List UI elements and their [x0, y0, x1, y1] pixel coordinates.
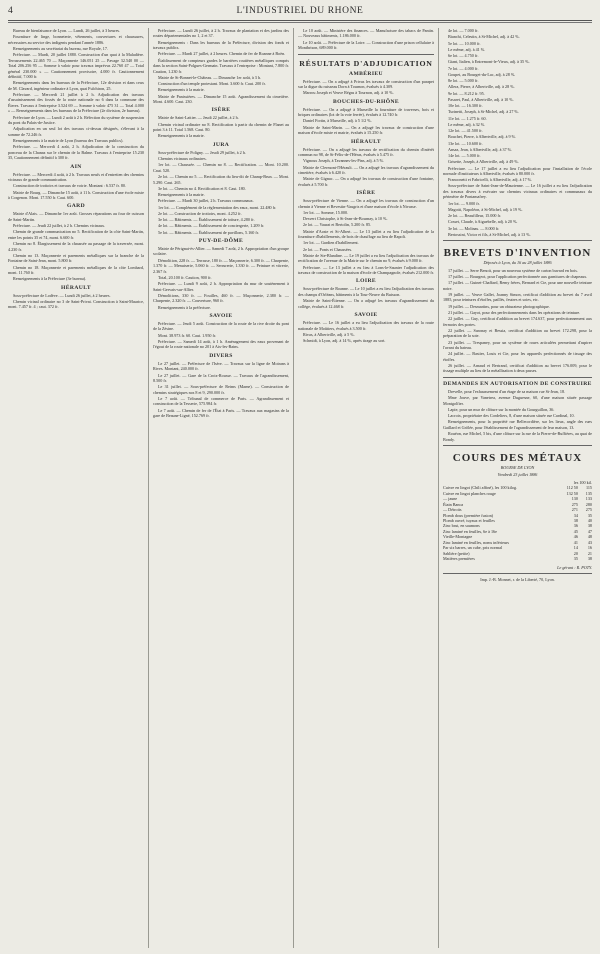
- article-paragraph: Bianchi, Celestin, à St-Michel, adj. à 42 %.: [448, 34, 520, 40]
- article-paragraph: Le 10 août. — Préfecture de la Loire. — Construction d'une prison cellulaire à Montbrison, 689.000 fr.: [298, 39, 434, 51]
- metal-name: Cuivre en lingot planches rouge: [443, 490, 496, 496]
- article-paragraph: 1er lot. — Chaussée. — Chemin no 8. — Rectification. — Mont. 10.200. Caut. 520.: [153, 162, 289, 173]
- article-paragraph: 22 juillet. — Saronay et Bessia, certificat d'addition au brevet 172.298, pour la préparation de la soie.: [443, 327, 592, 339]
- department-heading: SAVOIE: [209, 312, 233, 319]
- article-paragraph: Préfecture. — On a adjugé les travaux de rectification du chemin d'intérêt commun no 98, de St-Félix-de-l'Héras, évalués à 5.475 fr.: [298, 146, 434, 158]
- article-paragraph: 2e lot. — Ponts et Chaussées.: [303, 246, 353, 252]
- metal-name: Sablière (petite): [443, 550, 470, 556]
- column-3-results: [298, 28, 434, 948]
- article-paragraph: Ansaz, Jean, à Albertville, adj. à 37 %.: [448, 146, 513, 152]
- article-paragraph: Le 27 juillet. — Préfecture de l'Isère. — Travaux sur la ligne de Moirans à Rives. Montant, 240.000 fr.: [153, 360, 289, 372]
- article-paragraph: 7e lot. — 4.000 fr.: [448, 65, 479, 71]
- article-paragraph: Franconetti et Fabricelli, à Albertville, adj. à 17 %.: [448, 177, 533, 183]
- column-1-adjudications: [8, 28, 144, 948]
- article-paragraph: Chemin vicinal ordinaire no 3 de Saint-Privat. Construction à Saint-Maurice, mont. 7.457 fr. 4 ; caut. 372 fr.: [8, 298, 144, 310]
- article-paragraph: Construction de trottoirs et travaux de voirie. Montant : 6.537 fr. 80.: [13, 183, 127, 189]
- article-paragraph: Goupet, au Bourget-du-Lac, adj. à 28 %.: [448, 71, 516, 77]
- article-paragraph: 1er lot. — 9.000 fr.: [448, 200, 480, 206]
- metals-price-table: [443, 480, 592, 562]
- metal-price: 46: [573, 534, 578, 540]
- article-paragraph: Marrou Joseph et Veuve Régas à Tournon, adj. à 10 %.: [303, 90, 394, 96]
- article-paragraph: 22 juillet. — Guy, certificat d'addition au brevet 174.637, pour perfectionnement aux fermoirs des portes.: [443, 316, 592, 327]
- section-rule: [443, 240, 592, 241]
- department-heading: PUY-DE-DÔME: [198, 237, 244, 244]
- article-paragraph: Préfecture de Lyon. — Lundi 2 août à 2 h. Réfection du système de suspension du pont du Palais-de-Justice.: [8, 114, 144, 126]
- article-paragraph: Lacroix, propriétaire des Cordeliers, 8, d'une maison située rue Cardinal, 10.: [448, 413, 575, 419]
- article-paragraph: Chemin no 18. Maçonnerie et parements métalliques de la côte Lombard, mont. 11.760 fr.: [8, 264, 144, 275]
- metal-price: 38: [587, 556, 592, 562]
- department-heading: JURA: [212, 141, 230, 148]
- article-paragraph: Giant, Italien, à Entremont-le-Vieux, adj. à 35 %.: [448, 59, 530, 65]
- article-paragraph: Chemins vicinaux ordinaires.: [158, 156, 207, 162]
- department-heading: ISÈRE: [356, 190, 376, 197]
- article-paragraph: Mairie de Ste-Blandine. — Le 19 juillet a eu lieu l'adjudication des travaux de rectification de l'avenue de la Mairie sur le chemin no 9, évalués à 9.000 fr.: [298, 252, 434, 264]
- article-paragraph: 6e lot. — 4.750 fr.: [448, 53, 479, 58]
- article-paragraph: Préfecture. — Le 16 juillet a eu lieu l'adjudication des travaux de la route nationale de Moûtiers, évalués à 3.500 fr.: [298, 320, 434, 331]
- permis-list: [443, 389, 592, 442]
- article-paragraph: Adjudication en un seul lot des travaux ci-dessus désignés, s'élevant à la somme de 72.246 fr.: [8, 126, 144, 137]
- article-paragraph: Préfecture. — Le 13 juillet a eu lieu à Lons-le-Saunier l'adjudication des travaux de construction de la maison d'école de Champagnole, évalués 212.000 fr.: [298, 264, 434, 275]
- article-paragraph: Schmidt, à Lyon, adj. à 14 %, après tirage au sort.: [303, 338, 386, 344]
- metal-price: 16: [587, 545, 592, 551]
- metal-name: Plomb ouvré, tuyaux et feuilles: [443, 518, 495, 524]
- metal-price: 280: [585, 501, 592, 507]
- metal-price: 43: [587, 539, 592, 545]
- article-paragraph: Mairie d'Alais. — Dimanche 1er août. Grosses réparations au four de cuisson de Saint-Martin.: [8, 211, 144, 222]
- article-paragraph: Drevelle, pour l'exhaussement d'un étage de sa maison rue St-Jean, 18.: [448, 388, 566, 394]
- article-paragraph: Mairie de Gignac. — On a adjugé les travaux de construction d'une fontaine, évalués à 5.700 fr.: [298, 176, 434, 187]
- article-paragraph: Daniel Fortin, à Marseille, adj. à 5 1/2 %.: [303, 118, 372, 124]
- department-heading: HÉRAULT: [61, 284, 91, 291]
- results-title: RÉSULTATS D'ADJUDICATION: [299, 58, 433, 68]
- metal-price: 14: [573, 545, 578, 551]
- metal-name: Matières premières: [443, 556, 475, 562]
- metal-price: 35: [573, 556, 578, 562]
- article-paragraph: Bureau de bienfaisance de Lyon. — Lundi, 26 juillet, à 3 heures.: [13, 28, 121, 33]
- article-paragraph: Chemin de grande communication no 5. Rectification de la côte Saint-Martin, entre les points 35 et 74, mont. 6.600 fr.: [8, 229, 144, 240]
- article-paragraph: Préfecture. — On a adjugé à Privas les travaux de construction d'un parapet sur la digue du ruisseau Dorn à Tournon, évalués à 4.309.: [298, 78, 434, 90]
- article-paragraph: Le 10 août. — Ministère des finances. — Manufacture des tabacs de Pantin. — Nouveaux bâtiments, 1.186.000 fr.: [298, 28, 434, 39]
- article-paragraph: 17 juillet. — Guinet-Chaffard, Remy frères, Bernard et Cie, pour une nouvelle teinture noire.: [443, 280, 592, 291]
- article-paragraph: Renseignements dans les bureaux de la Préfecture, 12e division et dans ceux de M. Clavard, ingénieur ordinaire à Lyon, quai Fulchiron, 25.: [8, 80, 144, 91]
- article-paragraph: Établissement de compteurs gardes le barrières routières métalliques compris dans la section Saint-Polgues-Germain. Travaux à l'entreprise : Montant, 7.800 fr. Caution, 1.230 fr.: [153, 57, 289, 74]
- metal-price: 21: [587, 550, 592, 556]
- article-paragraph: Préfecture. — On a adjugé à Marseille la fourniture de traverses, bois et briques ordinaires (lot de la voie ferrée), évalués à 12.740 fr.: [298, 106, 434, 118]
- article-paragraph: 4e lot. — 7.000 fr.: [448, 28, 479, 33]
- article-paragraph: 19 juillet. — Desmartins, pour un obturateur photographique.: [448, 303, 550, 309]
- section-rule: [298, 54, 434, 55]
- metal-price: 135: [585, 490, 592, 496]
- metals-date: Vendredi 23 juillet 1886: [497, 472, 538, 478]
- article-paragraph: Le même, adj. à 41 %.: [448, 46, 486, 52]
- article-paragraph: 23 juillet. — Trespaney, pour un système de roues articulées permettant d'aspirer l'avant du bateau.: [443, 339, 592, 351]
- article-paragraph: Renseignements au secrétariat du bureau, rue Royale, 17.: [13, 45, 108, 51]
- article-paragraph: Mairie de Pérignat-ès-Allier. — Samedi 7 août, 2 h. Appropriation d'un groupe scolaire.: [153, 245, 289, 257]
- article-paragraph: Bouchet, Pierre, à Albertville, adj. à 9 %.: [448, 134, 517, 140]
- article-paragraph: 2e lot. — Construction de trottoirs, mont. 4.252 fr.: [158, 210, 242, 216]
- metals-title: COURS DES MÉTAUX: [452, 451, 583, 464]
- metal-price: 20: [573, 550, 578, 556]
- department-heading: AMBÉRIEU: [349, 70, 383, 77]
- article-paragraph: 14e lot. — 5.000 fr.: [448, 153, 481, 158]
- newspaper-title: L'INDUSTRIEL DU RHONE: [236, 6, 364, 16]
- article-paragraph: Total, 20.100 fr. Caution, 900 fr.: [158, 274, 212, 280]
- article-paragraph: 3e lot. — Molinas. — 8.000 fr.: [448, 225, 500, 231]
- metal-name: Zinc brut, en saumons: [443, 523, 480, 529]
- metal-price: 41: [573, 539, 578, 545]
- article-paragraph: Renseignements à la Préfecture (3e bureau).: [13, 276, 87, 282]
- article-paragraph: Bertossini, Victor et fils, à St-Michel, adj. à 13 %.: [448, 231, 531, 237]
- metal-price: 115: [585, 485, 592, 491]
- metal-price: 38: [573, 518, 578, 524]
- article-paragraph: Allera, Pierre, à Albertville, adj. à 28 %.: [448, 84, 515, 90]
- article-paragraph: 17 juillet. — Serre Benoit, pour un nouveau système de carton buvard en bois.: [448, 267, 578, 273]
- article-paragraph: Rouéon, rue Michel, 5 bis, d'une clôture sur la rue de la Pierre-de-Buffières, au quai de Bondy.: [443, 431, 592, 442]
- article-paragraph: Préfecture. — Mardi, 20 juillet 1880. Construction d'un quai à la Maladière. Terrassements 22.465 70 — Maçonnerie 146.051 25 — Pavage 32.540 00 — Total 206.256 95 — Somme à valoir pour travaux imprévus 22.760 47 — Total général 230.000 » — Cautionnement provisoire, 4.000 fr. Cautionnement définitif, 7.000 fr.: [8, 52, 144, 80]
- metal-name: Plomb doux (première fusion): [443, 512, 494, 518]
- article-paragraph: 12e lot. — 41.500 fr.: [448, 128, 483, 133]
- article-paragraph: 2e lot. — Beaufilleur, 15.000 fr.: [448, 213, 502, 219]
- metal-price-row: [443, 556, 592, 561]
- metal-price: 48: [587, 534, 592, 540]
- article-paragraph: 5e lot. — Bâtiments. — Établissement de pavillons, 5.160 fr.: [158, 229, 259, 235]
- article-paragraph: 17 juillet. — Bourgeot, pour l'application perfectionnée aux garnitures de chapeaux.: [448, 274, 588, 280]
- article-paragraph: Renseignements à la mairie.: [158, 87, 205, 93]
- metals-exchange: BOURSE DE LYON: [500, 464, 535, 470]
- article-paragraph: Mont. 38.973 fr. 60. Caut. 1.950 fr.: [158, 332, 217, 338]
- article-paragraph: Le 31 juillet. — Sous-préfecture de Reims (Marne). — Construction de chemins stratégiques nos 8 et 9, 290.000 fr.: [153, 384, 289, 395]
- column-3-intro: [298, 28, 434, 51]
- article-paragraph: Sous-préfecture de Lodève. — Lundi 26 juillet, à 2 heures.: [13, 292, 111, 298]
- article-paragraph: 3e lot. — Chemin no 4. Rectification et 8. Caut. 180.: [158, 185, 246, 191]
- department-heading: HÉRAULT: [351, 138, 381, 145]
- column-4-results: [443, 28, 592, 237]
- article-paragraph: Sous-préfecture de Saint-Jean-de-Maurienne. — Le 16 juillet a eu lieu l'adjudication des travaux divers à exécuter sur chemins vicinaux ordinaires et communaux du périmètre de Pontamafrey.: [443, 183, 592, 200]
- article-paragraph: 13e lot. — 10.600 fr.: [448, 140, 483, 146]
- article-paragraph: Pasaret, Paul, à Albertville, adj. à 10 %.: [448, 96, 514, 102]
- article-paragraph: 3e lot. — Bâtiments. — Établissement de toiture, 4.280 fr.: [158, 217, 255, 223]
- article-paragraph: Construction d'un temple protestant. Mont. 3.600 fr. Caut. 200 fr.: [158, 81, 266, 87]
- metal-price: 47: [587, 528, 592, 534]
- article-paragraph: Lapie, pour un mur de clôture sur la montée du Gourguillon, 36.: [448, 406, 555, 412]
- article-paragraph: Mairie de Bourg. — Dimanche 15 août, à 11 h. Construction d'une école mixte à Corgenon. Mont. 17.550 fr. Caut. 600.: [8, 189, 144, 200]
- article-paragraph: Renseignements à la mairie de Lyon (bureau des Travaux publics).: [13, 137, 124, 143]
- section-rule: [443, 445, 592, 446]
- metals-unit: les 100 kil.: [573, 479, 592, 485]
- metal-price: 38: [587, 523, 592, 529]
- column-2-adjudications: [153, 28, 289, 948]
- page-number: 4: [8, 6, 13, 16]
- article-paragraph: Préfecture. — Mercredi 4 août, 2 h. Adjudication de la construction du ponceau de la Chanaz sur le chemin de la Balme. Travaux à l'entreprise 15.230 35, Cautionnement définitif à 300 fr.: [8, 144, 144, 161]
- article-paragraph: 1er lot. — Somme, 15.000.: [303, 209, 349, 215]
- results-list: [298, 71, 434, 344]
- metal-name: Étain Banca: [443, 501, 464, 507]
- masthead-rule: [8, 20, 592, 21]
- article-paragraph: Rivas, à Albertville, adj. à 5 %.: [303, 331, 355, 337]
- metal-price: 130: [571, 496, 578, 502]
- brevets-title: BREVETS D'INVENTION: [443, 247, 592, 260]
- column-4: [443, 28, 592, 948]
- article-paragraph: Sous-préfecture de Roanne. — Le 10 juillet a eu lieu l'adjudication des travaux des champs d'Orléans, bâtiments à la Tour-Neuve du Buisson.: [298, 286, 434, 297]
- article-paragraph: 11e lot. — 1.275 fr. 60.: [448, 115, 487, 121]
- metal-price: 34: [573, 512, 578, 518]
- metal-price: 45: [573, 528, 578, 534]
- article-paragraph: 24 juillet. — Bastier, Louis et Cie, pour les appareils perfectionnés de tissage des étoffes.: [443, 351, 592, 362]
- metal-name: Cuivre en lingot (Chili affiné), les 100 kilog.: [443, 485, 518, 491]
- article-paragraph: 4e lot. — Bâtiments. — Établissement de conciergerie, 1.209 fr.: [158, 223, 265, 229]
- article-paragraph: Préfecture. — Mardi 27 juillet, à 2 heures. Chemin de fer de Roanne à Boën.: [158, 51, 286, 57]
- metal-name: Vieille-Montagne: [443, 534, 473, 540]
- printer-imprint: Imp. J.-B. Monnet, r. de la Liberté, 70, Lyon.: [480, 577, 555, 583]
- article-paragraph: Mme Jouve, par Vanetrea, avenue Duguesne, 60, d'une maison située passage Montgolfier.: [443, 395, 592, 406]
- metal-price: 275: [571, 501, 578, 507]
- department-heading: ISÈRE: [211, 107, 231, 114]
- article-paragraph: Le même, adj. à 32 %.: [448, 121, 486, 127]
- metal-price: 271: [571, 507, 578, 513]
- department-heading: LOIRE: [355, 278, 377, 285]
- department-heading: SAVOIE: [354, 312, 378, 319]
- article-paragraph: Chemin vicinal ordinaire no 8. Rectification à partir du chemin de Flanet au point 3 à 11. Total 1.568. Caut. 80.: [153, 121, 289, 133]
- article-paragraph: 10e lot. — 16.300 fr.: [448, 103, 483, 108]
- article-paragraph: Démolition, 228 fr. — Terrasse, 180 fr. — Maçonnerie, 6.300 fr. — Charpente, 1.370 fr. — Menuiserie, 5.060 fr. — Serrurerie, 1.330 fr. — Peinture et vitrerie, 2.367 fr.: [153, 257, 289, 274]
- metal-price: 35: [587, 512, 592, 518]
- article-paragraph: Préfecture. — Jeudi 5 août. Construction de la route de la rive droite du pont de la Zésine.: [153, 320, 289, 332]
- article-paragraph: Mairie de Clermont-l'Hérault. — On a adjugé les travaux d'agrandissement du cimetière, évalués à 6.420 fr.: [298, 164, 434, 176]
- article-paragraph: 19 juillet. — Veuve Gallet, Joanny Simon, certificat d'addition au brevet du 7 avril 1885, pour teintures d'étoffes, paillés, feutres et soies, etc.: [443, 291, 592, 303]
- article-paragraph: Desvert Christophe, à St-Jean-de-Bournay, à 10 %.: [303, 216, 388, 222]
- article-paragraph: 1er lot. — Complément de la réglementation des eaux, mont. 22.480 fr.: [158, 204, 277, 210]
- article-paragraph: 2e lot. — Chemin no 5. — Rectification du lieu-dit de Champ-Brun. — Mont. 5.290. Caut. 265.: [153, 174, 289, 185]
- article-paragraph: Renseignements à la préfecture.: [158, 304, 211, 310]
- article-paragraph: Grisette, Joseph, à Albertville, adj. à 49 %.: [448, 159, 519, 165]
- metal-price: 40: [587, 518, 592, 524]
- article-paragraph: Préfecture. — Jeudi 22 juillet, à 2 h. Chemins vicinaux.: [13, 223, 106, 229]
- masthead: [0, 4, 600, 18]
- article-paragraph: 2e lot. — Vaurat et Bertolin, 5.200 fr. 85.: [303, 222, 372, 228]
- article-paragraph: Préfecture. — Mardi 30 juillet, 2 h. Travaux communaux.: [158, 198, 254, 204]
- metal-price: 275: [585, 507, 592, 513]
- metal-name: Zinc laminé en feuilles, noms inférieurs: [443, 539, 509, 545]
- article-paragraph: Mairie de Saint-Marin. — On a adjugé les travaux de construction d'une maison d'école mixte et mairie, évalués à 15.250 fr.: [298, 124, 434, 136]
- section-rule: [443, 377, 592, 378]
- masthead-rule-double: [8, 22, 592, 23]
- brevets-subtitle: Déposés à Lyon, du 16 au 28 juillet 1886: [483, 260, 552, 266]
- article-paragraph: Renseignements, pour la propriété rue Bellecordière, sur les lieux, angle des rues Gaillard et Grôlée, pour l'établissement de l'agrandissement de leur maison, 13.: [443, 419, 592, 430]
- article-paragraph: Préfecture. — Le 17 juillet a eu lieu l'adjudication pour l'installation de l'école normale d'instituteurs à Albertville, évalués à 80.000 fr.: [443, 165, 592, 176]
- gerant-signature: Le gérant : R. POTY.: [557, 564, 592, 570]
- article-paragraph: Préfecture. — Mercredi 21 juillet à 2 h. Adjudication des travaux d'assainissement des fossés de la route nationale no 6 dans la commune des Éteres. Travaux à l'entreprise 3.524 69 — Somme à valoir 475 31 — Total 4.000 » — Renseignements dans les bureaux de la Préfecture (2e division, 2e bureau).: [8, 91, 144, 114]
- article-paragraph: Sous-préfecture de Poligny. — Jeudi 29 juillet, à 2 h.: [158, 149, 246, 155]
- department-heading: AIN: [70, 163, 82, 170]
- article-paragraph: Mairie de Saint-Lattier. — Jeudi 22 juillet, à 2 h.: [158, 115, 239, 121]
- article-paragraph: Préfecture. — Samedi 14 août, à 1 h. Aménagement des eaux provenant de l'égout de la route nationale no 201 à Aix-les-Bains.: [153, 338, 289, 350]
- article-paragraph: Turinetti, Joseph, à St-Michel, adj. à 27 %.: [448, 109, 519, 115]
- article-paragraph: Sous-préfecture de Vienne. — On a adjugé les travaux de construction d'un chemin à Vienne et Revestin-Vaugris et d'une maison d'école à Nivasse.: [298, 198, 434, 209]
- article-paragraph: Démolitions, 330 fr. — Fouilles, 460 fr. — Maçonnerie, 2.380 fr. — Charpente, 2.320 fr. — Couverture, 960 fr.: [153, 292, 289, 304]
- article-paragraph: 5e lot. — 10.000 fr.: [448, 40, 481, 46]
- article-paragraph: Préfecture. — Mercredi 4 août, à 2 h. Travaux neufs et d'entretien des chemins vicinaux de grande communication.: [8, 171, 144, 183]
- permis-title: DEMANDES EN AUTORISATION DE CONSTRUIRE: [443, 380, 592, 387]
- metal-price: 133: [585, 496, 592, 502]
- metal-name: — Détroits: [443, 507, 462, 513]
- article-paragraph: Vignoux Joseph, à Tavannes-les-Pins, adj. à 5 %.: [303, 158, 385, 164]
- article-paragraph: 21 juillet. — Gayot, pour des perfectionnements dans les opérations de teinture.: [448, 309, 581, 315]
- article-paragraph: Magotti, Napoléon, à St-Michel, adj. à 19 %.: [448, 206, 523, 212]
- article-paragraph: 26 juillet. — Arnaud et Bertrand, certificat d'addition au brevet 176.009, pour le tissage multiple au lieu de la métallisation à deux passes.: [443, 362, 592, 374]
- article-paragraph: Renseignements à la mairie.: [158, 133, 205, 139]
- metal-price: 132 50: [566, 490, 578, 496]
- article-paragraph: Préfecture. — Lundi 26 juillet, à 2 h. Travaux de plantation et des jardins des routes départementales no 1, 2 et 37.: [153, 28, 289, 39]
- article-paragraph: Le 7 août. — Tribunal de commerce de Paris. — Agrandissement et construction de la Tesserie, 575.984 fr.: [153, 395, 289, 407]
- metal-name: Zinc laminé en feuilles, 6e à 16e: [443, 528, 497, 534]
- metal-name: Par six barres, un cube, prix normal: [443, 545, 503, 551]
- article-paragraph: 1er lot. — Gardien d'habillement.: [303, 240, 359, 246]
- article-paragraph: Mairie de Saint-Étienne. — On a adjugé les travaux d'agrandissement du collège, évalués à 12.468 fr.: [298, 298, 434, 309]
- article-paragraph: Fourniture de linge, bonneterie, vêtements, couvertures et chaussures, nécessaires au service des indigents pendant l'année 1886.: [8, 34, 144, 45]
- article-paragraph: 8e lot. — 5.000 fr.: [448, 78, 479, 83]
- brevets-list: [443, 268, 592, 374]
- metal-price: 36: [573, 523, 578, 529]
- article-paragraph: Mairie de Panissières. — Dimanche 15 août. Agrandissement du cimetière. Mont. 4.600. Caut. 230.: [153, 93, 289, 105]
- article-paragraph: 9e lot. — 8.212 fr. 95.: [448, 90, 485, 96]
- article-paragraph: Renseignements : Dans les bureaux de la Préfecture, division des fonds et travaux publics.: [153, 39, 289, 51]
- department-heading: GARD: [66, 203, 86, 210]
- article-paragraph: Le 7 août. — Chemin de fer de l'État à Paris. — Travaux aux magasins de la gare de Beaune-Ligné, 152.769 fr.: [153, 407, 289, 419]
- metal-price: 112 50: [566, 485, 578, 491]
- article-paragraph: Cosset, Claude, à Aiguebelle, adj. à 20 %.: [448, 219, 518, 225]
- article-paragraph: Préfecture. — Lundi 9 août, 2 h. Appropriation du mur de soutènement à Saint-Gervais-sur-Allier.: [153, 281, 289, 292]
- department-heading: BOUCHES-DU-RHÔNE: [332, 98, 400, 105]
- article-paragraph: Mairie d'Aoste et St-Albert. — Le 13 juillet a eu lieu l'adjudication de la fourniture d'habillements, de bois de chauffage au lieu de Rapolt.: [298, 228, 434, 240]
- article-paragraph: Mairie de St-Bonnet-le-Château. — Dimanche 1er août, à 3 h.: [158, 74, 262, 80]
- department-heading: DIVERS: [209, 352, 233, 359]
- article-paragraph: Le 27 juillet. — Gare de la Croix-Rousse. — Travaux de l'agrandissement, 8.500 fr.: [153, 372, 289, 383]
- article-paragraph: Chemin no 13. Maçonnerie et parements métalliques sur la branche de la Fontaine de Saint-Jean, mont. 5.800 fr.: [8, 252, 144, 264]
- article-paragraph: Renseignements à la mairie.: [158, 192, 205, 198]
- article-paragraph: Chemin no 8. Élargissement de la chaussée au passage de la traversée, mont. 4.230 fr.: [8, 241, 144, 252]
- section-rule: [443, 573, 592, 574]
- metal-name: — jaune: [443, 496, 458, 502]
